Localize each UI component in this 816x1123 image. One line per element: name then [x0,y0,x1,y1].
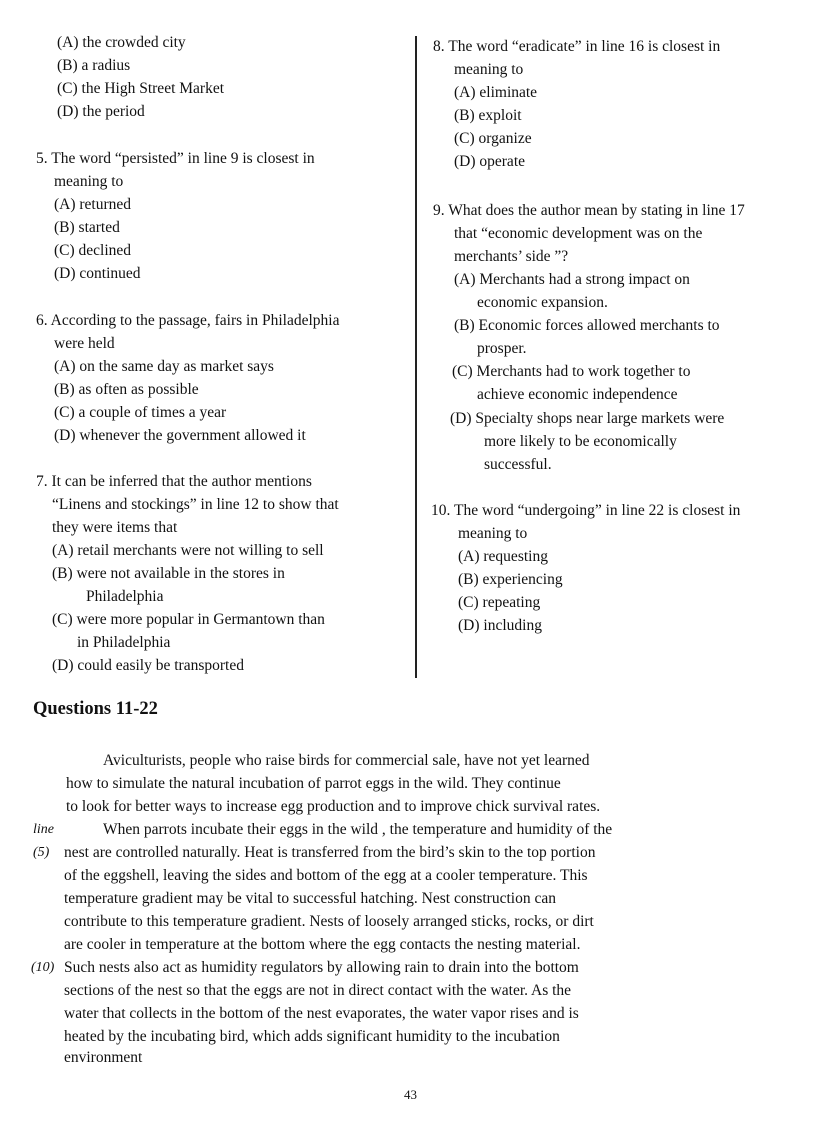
passage-line-14: environment [64,1049,143,1066]
q5-option-c: (C) declined [54,242,132,259]
passage-line-10: Such nests also act as humidity regulators by allowing rain to drain into the bottom [64,959,579,976]
q10-stem: 10. The word “undergoing” in line 22 is closest in [431,502,741,519]
column-divider [415,36,417,678]
q5-stem-cont: meaning to [54,173,124,190]
q8-option-a: (A) eliminate [454,84,538,101]
passage-line-4: When parrots incubate their eggs in the wild , the temperature and humidity of the [103,821,613,838]
q9-option-c-cont: achieve economic independence [477,386,678,403]
q4-option-b: (B) a radius [57,57,131,74]
q10-stem-cont: meaning to [458,525,528,542]
q9-option-b: (B) Economic forces allowed merchants to [454,317,720,334]
margin-line-label: line [33,822,54,837]
q8-option-c: (C) organize [454,130,532,147]
q8-option-b: (B) exploit [454,107,522,124]
margin-line-5: (5) [33,845,50,860]
q9-option-d-cont-2: successful. [484,456,552,473]
q8-stem-cont: meaning to [454,61,524,78]
passage-line-3: to look for better ways to increase egg production and to improve chick survival rates. [66,798,601,815]
q9-option-c: (C) Merchants had to work together to [452,363,691,380]
q10-option-c: (C) repeating [458,594,541,611]
q6-stem: 6. According to the passage, fairs in Philadelphia [36,312,340,329]
q6-option-c: (C) a couple of times a year [54,404,227,421]
q5-stem: 5. The word “persisted” in line 9 is closest in [36,150,315,167]
q9-stem: 9. What does the author mean by stating in line 17 [433,202,745,219]
q9-option-b-cont: prosper. [477,340,527,357]
q9-stem-cont-1: that “economic development was on the [454,225,703,242]
q9-option-d: (D) Specialty shops near large markets were [450,410,725,427]
section-heading: Questions 11-22 [33,699,158,719]
q7-option-c-cont: in Philadelphia [77,634,171,651]
q7-stem: 7. It can be inferred that the author mentions [36,473,312,490]
q9-option-a: (A) Merchants had a strong impact on [454,271,690,288]
passage-line-8: contribute to this temperature gradient. Nests of loosely arranged sticks, rocks, or dirt [64,913,594,930]
q6-option-d: (D) whenever the government allowed it [54,427,306,444]
passage-line-9: are cooler in temperature at the bottom where the egg contacts the nesting material. [64,936,581,953]
q7-option-b: (B) were not available in the stores in [52,565,285,582]
q10-option-b: (B) experiencing [458,571,563,588]
passage-line-11: sections of the nest so that the eggs are not in direct contact with the water. As the [64,982,572,999]
q5-option-a: (A) returned [54,196,132,213]
q10-option-d: (D) including [458,617,542,634]
q8-stem: 8. The word “eradicate” in line 16 is closest in [433,38,721,55]
q7-option-a: (A) retail merchants were not willing to sell [52,542,324,559]
q7-stem-cont-1: “Linens and stockings” in line 12 to show that [52,496,339,513]
q7-stem-cont-2: they were items that [52,519,178,536]
q7-option-d: (D) could easily be transported [52,657,244,674]
q7-option-b-cont: Philadelphia [86,588,164,605]
margin-line-10: (10) [31,960,55,975]
passage-line-7: temperature gradient may be vital to successful hatching. Nest construction can [64,890,556,907]
q6-option-b: (B) as often as possible [54,381,199,398]
q9-option-d-cont-1: more likely to be economically [484,433,677,450]
q6-option-a: (A) on the same day as market says [54,358,274,375]
passage-line-13: heated by the incubating bird, which adds significant humidity to the incubation [64,1028,560,1045]
q7-option-c: (C) were more popular in Germantown than [52,611,325,628]
passage-line-12: water that collects in the bottom of the nest evaporates, the water vapor rises and is [64,1005,579,1022]
q5-option-d: (D) continued [54,265,141,282]
page-number: 43 [404,1087,417,1102]
q8-option-d: (D) operate [454,153,525,170]
q5-option-b: (B) started [54,219,120,236]
q4-option-c: (C) the High Street Market [57,80,225,97]
q6-stem-cont: were held [54,335,115,352]
q9-stem-cont-2: merchants’ side ”? [454,248,569,265]
q9-option-a-cont: economic expansion. [477,294,608,311]
passage-line-5: nest are controlled naturally. Heat is transferred from the bird’s skin to the top portion [64,844,596,861]
q4-option-d: (D) the period [57,103,145,120]
q4-option-a: (A) the crowded city [57,34,186,51]
passage-line-2: how to simulate the natural incubation of parrot eggs in the wild. They continue [66,775,561,792]
passage-line-6: of the eggshell, leaving the sides and bottom of the egg at a cooler temperature. This [64,867,588,884]
q10-option-a: (A) requesting [458,548,548,565]
passage-line-1: Aviculturists, people who raise birds for commercial sale, have not yet learned [103,752,590,769]
